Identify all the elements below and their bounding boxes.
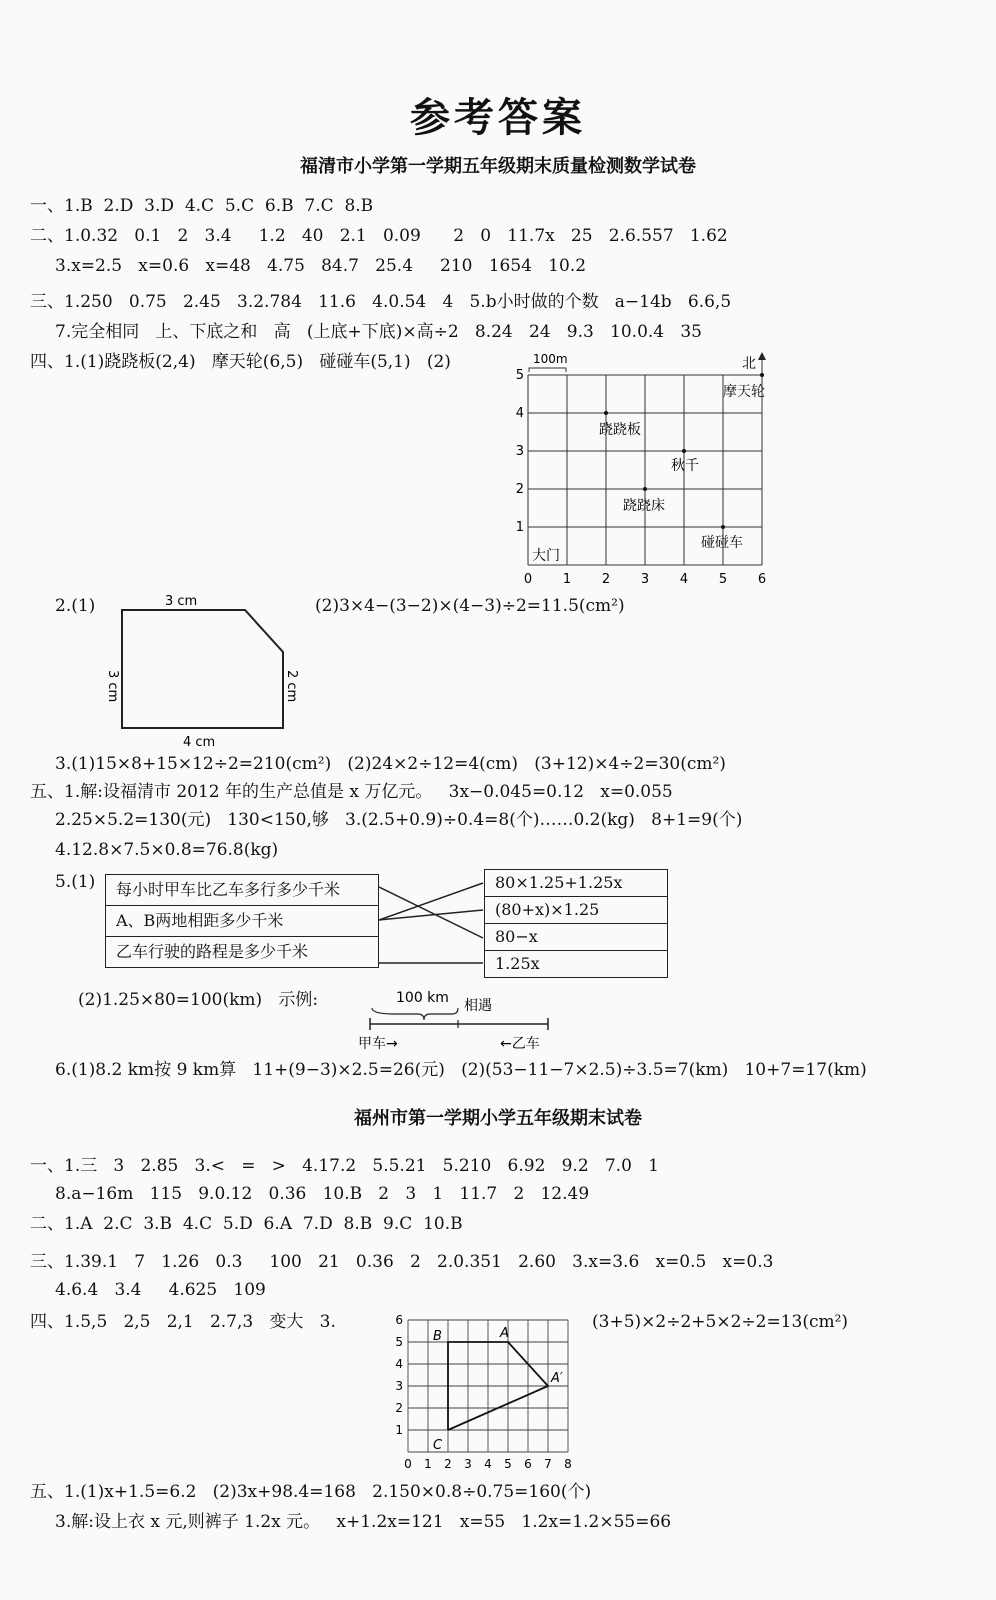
x-tick-label: 4 [484,1457,492,1471]
pentagon-shape [95,590,325,755]
answer-line: 7.完全相同 上、下底之和 高 (上底+下底)×高÷2 8.24 24 9.3 10.0.4 35 [55,322,702,342]
match-left-item: 乙车行驶的路程是多少千米 [116,942,309,961]
match-right-box [484,869,668,978]
place-label: 秋千 [671,458,699,474]
x-tick-label: 0 [523,572,533,587]
answer-line: (3+5)×2÷2+5×2÷2=13(cm²) [592,1312,849,1332]
match-right-item: (80+x)×1.25 [485,897,667,924]
y-tick-label: 2 [395,1401,403,1415]
example-car-a: 甲车→ [358,1036,398,1052]
x-tick-label: 6 [757,572,767,587]
y-tick-label: 3 [395,1379,403,1393]
answer-line: (2)1.25×80=100(km) 示例: [78,990,319,1010]
y-tick-label: 5 [395,1335,403,1349]
answer-line: 五、1.(1)x+1.5=6.2 (2)3x+98.4=168 2.150×0.8÷0.75=160(个) [30,1482,592,1502]
answer-line: 二、1.A 2.C 3.B 4.C 5.D 6.A 7.D 8.B 9.C 10.B [30,1214,463,1234]
x-tick-label: 1 [562,572,572,587]
section-heading-1: 福清市小学第一学期五年级期末质量检测数学试卷 [300,156,696,177]
x-tick-label: 7 [544,1457,552,1471]
answer-line: 2.(1) [55,596,96,616]
y-tick-label: 2 [515,482,524,497]
match-left-box [105,874,379,968]
answer-line: 三、1.39.1 7 1.26 0.3 100 21 0.36 2 2.0.351 2.60 3.x=3.6 x=0.5 x=0.3 [30,1252,774,1272]
x-tick-label: 4 [679,572,689,587]
place-label: 大门 [532,548,560,564]
answer-line: 4.12.8×7.5×0.8=76.8(kg) [55,840,279,860]
north-label: 北 [742,356,756,372]
answer-line: (2)3×4−(3−2)×(4−3)÷2=11.5(cm²) [315,596,625,616]
match-right-item: 80−x [485,924,667,951]
match-right-item: 80×1.25+1.25x [485,870,667,897]
x-tick-label: 2 [444,1457,452,1471]
match-lines [377,870,485,980]
place-label: 摩天轮 [723,384,765,400]
y-tick-label: 5 [515,368,524,383]
answer-line: 3.解:设上衣 x 元,则裤子 1.2x 元。 x+1.2x=121 x=55 1.2x=1.2×55=66 [55,1512,672,1532]
point-label: A [500,1326,509,1341]
page-title: 参考答案 [410,95,586,141]
scale-label: 100m [533,352,568,366]
answer-line: 4.6.4 3.4 4.625 109 [55,1280,266,1300]
answer-line: 四、1.(1)跷跷板(2,4) 摩天轮(6,5) 碰碰车(5,1) (2) [30,352,451,372]
example-car-b: ←乙车 [500,1036,540,1052]
match-right-item: 1.25x [495,954,540,973]
place-label: 跷跷板 [599,422,641,438]
answer-line: 五、1.解:设福清市 2012 年的生产总值是 x 万亿元。 3x−0.045=0.12 x=0.055 [30,782,673,802]
answer-line: 二、1.0.32 0.1 2 3.4 1.2 40 2.1 0.09 2 0 11.7x 25 2.6.557 1.62 [30,226,728,246]
x-tick-label: 2 [601,572,611,587]
y-tick-label: 4 [515,406,524,421]
point-label: B [433,1329,442,1344]
x-tick-label: 0 [404,1457,412,1471]
x-tick-label: 3 [640,572,650,587]
y-tick-label: 1 [395,1423,403,1437]
answer-line: 5.(1) [55,872,96,892]
travel-example-diagram [340,984,570,1054]
example-distance: 100 km [396,990,449,1006]
answer-line: 3.x=2.5 x=0.6 x=48 4.75 84.7 25.4 210 1654 10.2 [55,256,587,276]
x-tick-label: 5 [504,1457,512,1471]
example-meet: 相遇 [464,998,492,1014]
match-left-item: A、B两地相距多少千米 [106,906,378,937]
point-label: A′ [551,1371,563,1386]
shape-label-right: 2 cm [284,670,299,703]
answer-line: 四、1.5,5 2,5 2,1 2.7,3 变大 3. [30,1312,336,1332]
answer-line: 一、1.B 2.D 3.D 4.C 5.C 6.B 7.C 8.B [30,196,374,216]
place-label: 碰碰车 [701,535,743,551]
x-tick-label: 8 [564,1457,572,1471]
answer-line: 一、1.三 3 2.85 3.< = > 4.17.2 5.5.21 5.210 6.92 9.2 7.0 1 [30,1156,659,1176]
section-heading-2: 福州市第一学期小学五年级期末试卷 [354,1108,642,1129]
y-tick-label: 3 [515,444,524,459]
answer-line: 3.(1)15×8+15×12÷2=210(cm²) (2)24×2÷12=4(cm) (3+12)×4÷2=30(cm²) [55,754,726,774]
point-label: C [433,1438,443,1453]
answer-line: 8.a−16m 115 9.0.12 0.36 10.B 2 3 1 11.7 2 12.49 [55,1184,590,1204]
shape-label-top: 3 cm [165,594,198,609]
answer-line: 6.(1)8.2 km按 9 km算 11+(9−3)×2.5=26(元) (2)(53−11−7×2.5)÷3.5=7(km) 10+7=17(km) [55,1060,867,1080]
coordinate-grid-2 [385,1312,585,1480]
answer-line: 三、1.250 0.75 2.45 3.2.784 11.6 4.0.54 4 5.b小时做的个数 a−14b 6.6,5 [30,292,732,312]
answer-line: 2.25×5.2=130(元) 130<150,够 3.(2.5+0.9)÷0.4=8(个)……0.2(kg) 8+1=9(个) [55,810,743,830]
y-tick-label: 6 [395,1313,403,1327]
y-tick-label: 4 [395,1357,403,1371]
coordinate-grid-1 [505,350,785,590]
y-tick-label: 1 [515,520,524,535]
x-tick-label: 1 [424,1457,432,1471]
match-left-item: 每小时甲车比乙车多行多少千米 [106,875,378,906]
x-tick-label: 6 [524,1457,532,1471]
place-label: 跷跷床 [623,498,665,514]
x-tick-label: 5 [718,572,728,587]
shape-label-left: 3 cm [105,670,120,703]
x-tick-label: 3 [464,1457,472,1471]
shape-label-bottom: 4 cm [183,735,216,750]
